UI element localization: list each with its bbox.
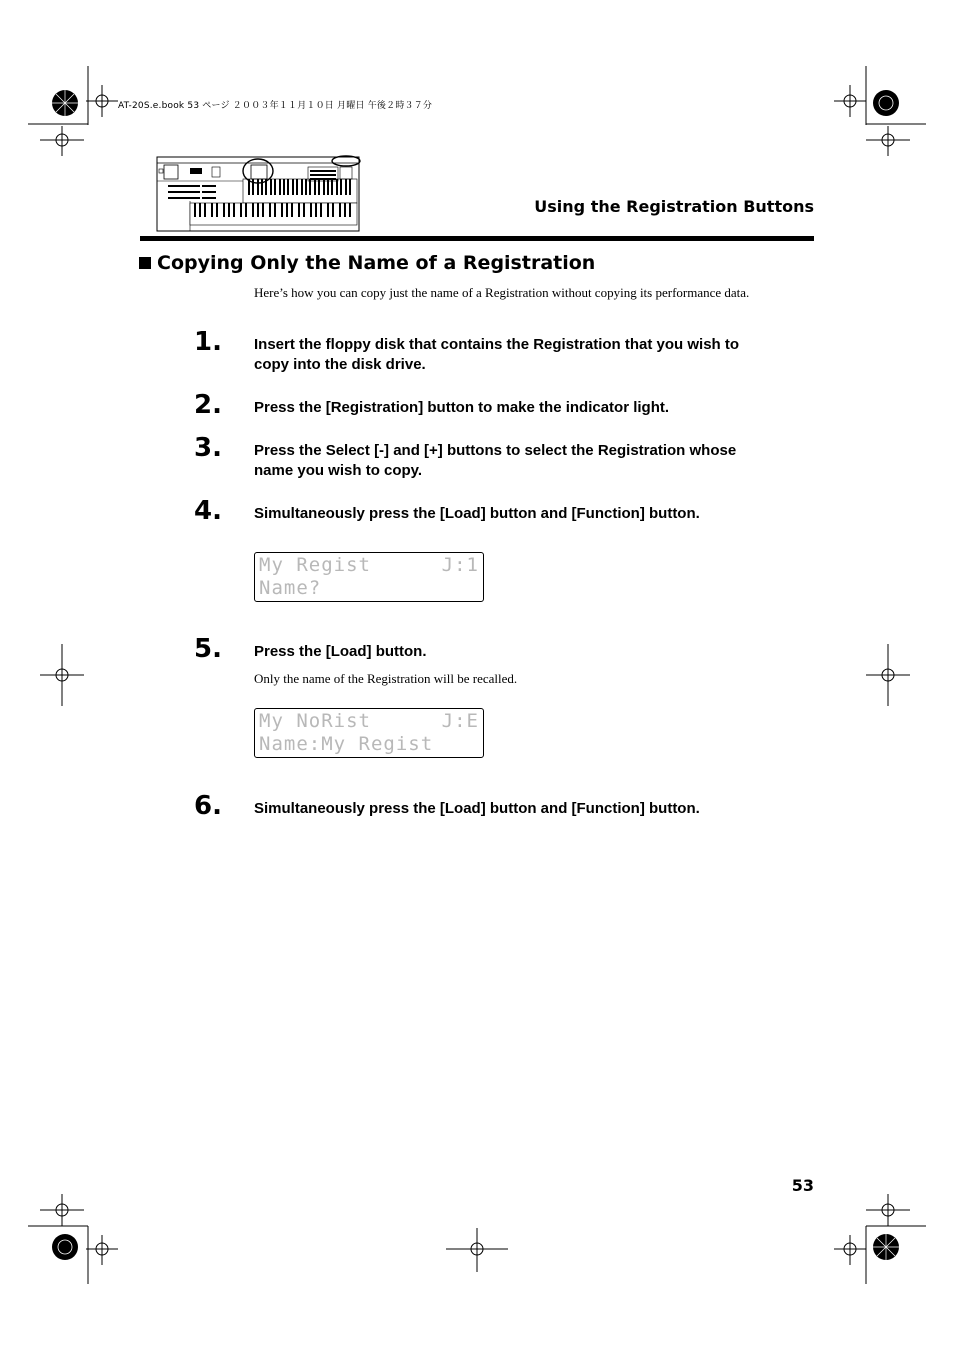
- step-text: Press the [Registration] button to make the indicator light.: [254, 399, 670, 416]
- step-text: Press the Select [-] and [+] buttons to select the Registration whose name you wish to copy.: [254, 442, 737, 479]
- step-number: 3.: [194, 433, 222, 463]
- lcd-display-2: [254, 708, 484, 758]
- step-number: 6.: [194, 791, 222, 821]
- lcd-line1-right: J:1: [441, 554, 479, 576]
- step-text: Simultaneously press the [Load] button and [Function] button.: [254, 800, 700, 817]
- organ-panel-illustration: [156, 155, 362, 233]
- lcd-line2: Name?: [259, 577, 322, 599]
- running-header-title: Using the Registration Buttons: [534, 197, 814, 216]
- step-text: Press the [Load] button.: [254, 643, 427, 660]
- section-heading: [139, 252, 595, 274]
- square-bullet-icon: [139, 257, 151, 269]
- lcd-line1-right: J:E: [441, 710, 479, 732]
- lcd-line1-left: My Regist: [259, 554, 371, 576]
- intro-paragraph: Here’s how you can copy just the name of a Registration without copying its performance data.: [254, 285, 750, 300]
- step-number: 1.: [194, 327, 222, 357]
- step-note: Only the name of the Registration will be recalled.: [254, 671, 518, 686]
- step-number: 2.: [194, 390, 222, 420]
- step-number: 4.: [194, 496, 222, 526]
- page-number: 53: [791, 1176, 814, 1195]
- header-rule: [140, 236, 814, 241]
- step-text: Simultaneously press the [Load] button and [Function] button.: [254, 505, 700, 522]
- section-title-text: Copying Only the Name of a Registration: [157, 252, 596, 274]
- lcd-line2: Name:My Regist: [259, 733, 434, 755]
- step-text: Insert the floppy disk that contains the Registration that you wish to copy into the disk drive.: [254, 336, 740, 373]
- lcd-display-1: [254, 552, 484, 602]
- print-slug: AT-20S.e.book 53 ページ ２００３年１１月１０日 月曜日 午後２時３７分: [118, 101, 433, 111]
- lcd-line1-left: My NoRist: [259, 710, 371, 732]
- step-number: 5.: [194, 634, 222, 664]
